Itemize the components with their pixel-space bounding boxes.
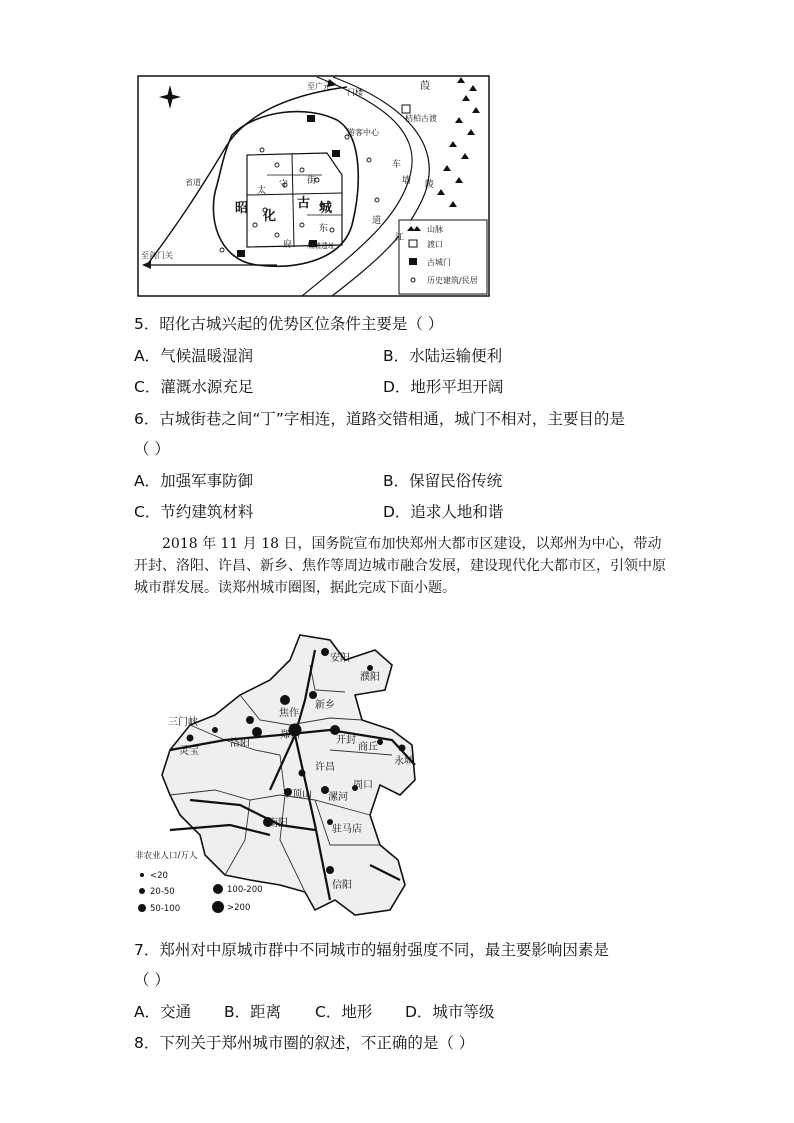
city-label: 南阳: [268, 818, 288, 829]
henan-city-map: [130, 630, 420, 920]
map-label: 门楼: [347, 88, 363, 97]
city-label: 新乡: [315, 700, 335, 711]
legend-label: 50-100: [150, 904, 181, 914]
legend-dot-icon: [212, 901, 224, 913]
q6-stem-bracket: （ ）: [134, 440, 170, 458]
q7-option-d[interactable]: D．城市等级: [405, 1003, 495, 1021]
map-label: 城: [319, 201, 333, 216]
legend-label: 渡口: [427, 240, 443, 249]
map-label: 江: [395, 233, 405, 243]
legend-title: 非农业人口/万人: [135, 851, 198, 861]
q5-option-a[interactable]: A．气候温暖湿润: [134, 347, 254, 365]
q8-stem: 8．下列关于郑州城市圈的叙述，不正确的是（ ）: [134, 1034, 475, 1052]
city-label: 信阳: [332, 880, 352, 891]
q7-option-a[interactable]: A．交通: [134, 1003, 192, 1021]
legend-dot-icon: [140, 873, 144, 877]
q7-stem: 7．郑州对中原城市群中不同城市的辐射强度不同，最主要影响因素是: [134, 941, 609, 959]
q6-option-d[interactable]: D．追求人地和谐: [383, 503, 504, 521]
legend-dot-icon: [213, 884, 223, 894]
city-label: 永城: [394, 756, 414, 767]
q7-option-c[interactable]: C．地形: [315, 1003, 373, 1021]
city-label: 安阳: [330, 653, 350, 664]
map-label: 游客中心: [347, 128, 379, 137]
legend-label: 古城门: [427, 258, 451, 267]
map-label: 昭: [235, 201, 249, 216]
city-label: 濮阳: [360, 672, 380, 683]
legend-dot-icon: [138, 904, 146, 912]
legend-label: <20: [150, 871, 168, 881]
map-label: 至广元: [307, 82, 331, 91]
legend-dot-icon: [139, 888, 145, 894]
map-label: 陵: [425, 180, 435, 190]
city-label: 焦作: [279, 708, 299, 719]
city-gate-icon: [307, 115, 315, 122]
q5-option-b[interactable]: B．水陆运输便利: [383, 347, 503, 365]
city-label: 平顶山: [282, 789, 312, 800]
city-label: 开封: [336, 735, 356, 746]
legend-label: 山脉: [427, 225, 443, 234]
legend-label: 100-200: [227, 885, 263, 895]
map-label: 墙: [402, 176, 412, 186]
legend-label: 20-50: [150, 887, 175, 897]
q5-stem: 5．昭化古城兴起的优势区位条件主要是（ ）: [134, 315, 444, 333]
ferry-icon: [402, 105, 410, 113]
map-label: 至剑门关: [141, 251, 173, 260]
city-label: 郑州: [280, 730, 300, 741]
city-label: 洛阳: [230, 738, 250, 749]
city-label: 灵宝: [179, 746, 199, 757]
map-label: 化: [263, 209, 277, 224]
city-gate-icon: [237, 250, 245, 257]
map-label: 守: [279, 180, 289, 190]
city-gate-icon: [332, 150, 340, 157]
map-label: 桔柏古渡: [405, 114, 437, 123]
city-gate-icon: [409, 258, 417, 265]
zhaohua-map: [137, 75, 490, 297]
q7-stem-bracket: （ ）: [134, 971, 170, 989]
city-label: 驻马店: [332, 824, 362, 835]
map-label: 葭: [420, 81, 430, 92]
q5-option-c[interactable]: C．灌溉水源充足: [134, 378, 254, 396]
map-label: 府: [283, 240, 293, 250]
city-label: 漯河: [328, 792, 348, 803]
q6-stem: 6．古城街巷之间“丁”字相连，道路交错相通，城门不相对，主要目的是: [134, 410, 625, 428]
city-label: 三门峡: [168, 717, 198, 728]
map-label: 省道: [185, 178, 201, 187]
q5-option-d[interactable]: D．地形平坦开阔: [383, 378, 504, 396]
q6-option-b[interactable]: B．保留民俗传统: [383, 472, 503, 490]
map-label: 车: [392, 160, 402, 170]
q7-option-b[interactable]: B．距离: [224, 1003, 282, 1021]
legend-label: 历史建筑/民居: [427, 276, 478, 285]
city-label: 许昌: [315, 762, 335, 773]
map-label: 道: [372, 216, 382, 226]
city-label: 商丘: [358, 742, 378, 753]
map-label: 东: [319, 224, 329, 234]
q6-option-c[interactable]: C．节约建筑材料: [134, 503, 254, 521]
map-label: 街: [307, 176, 317, 186]
ferry-icon: [409, 240, 417, 247]
reading-passage: 2018 年 11 月 18 日，国务院宣布加快郑州大都市区建设，以郑州为中心，带动开封、洛阳、许昌、新乡、焦作等周边城市融合发展，建设现代化大都市区，引领中原城市群发展。读郑州城市圈图，据此完成下面小题。: [134, 536, 666, 596]
legend-label: >200: [227, 903, 251, 913]
map-label: 太: [257, 186, 267, 196]
city-label: 周口: [353, 780, 373, 791]
map-label: 城墙遗址: [307, 242, 335, 250]
q6-option-a[interactable]: A．加强军事防御: [134, 472, 254, 490]
map-label: 古: [297, 196, 311, 211]
